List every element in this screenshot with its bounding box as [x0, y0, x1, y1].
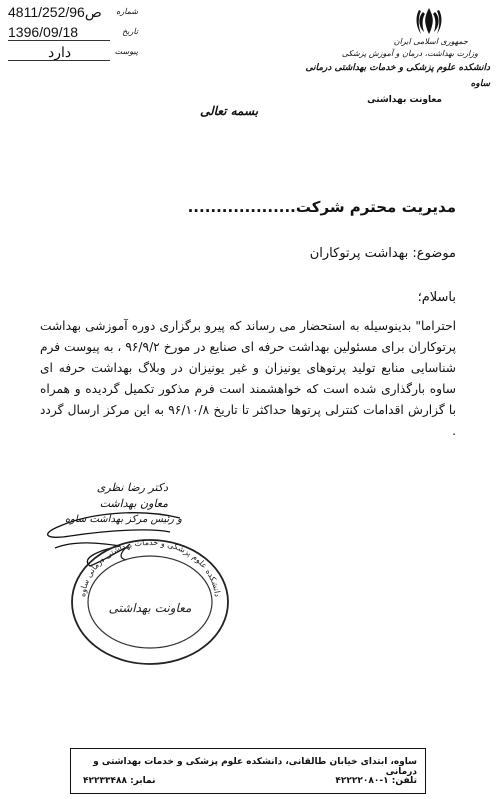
attachment-label: پیوست: [114, 47, 138, 56]
date-label: تاریخ: [122, 27, 138, 36]
greeting: باسلام؛: [417, 290, 456, 305]
ministry-line-3: دانشکده علوم پزشکی و خدمات بهداشتی درمانی ساوه: [305, 63, 490, 89]
basmala: بسمه تعالی: [200, 104, 259, 118]
footer-phone: تلفن: ۱-۴۲۲۲۲۰۸۰: [335, 776, 417, 786]
ministry-header: [290, 36, 490, 108]
ministry-line-4: معاونت بهداشتی: [367, 95, 442, 105]
seal-text: دانشکده علوم پزشکی و خدمات بهداشتی درمانی ساوه: [78, 537, 222, 598]
footer-fax: نمابر: ۴۲۲۳۳۴۸۸: [83, 776, 156, 786]
date-underline: [8, 40, 110, 41]
letter-body: احتراما" بدینوسیله به استحضار می رساند که پیرو برگزاری دوره آموزشی بهداشت پرتوکاران برای مسئولین بهداشت حرفه ای صنایع در مورخ ۹۶/۹/۲ ، به پیوست فرم شناسایی منابع تولید پرتوهای یونیزان و غیر یونیزان در وبلاگ بهداشت حرفه ای ساوه بارگذاری شده است که خواهشمند است فرم مذکور تکمیل گردیده و همراه با گزارش اقدامات کنترلی پرتوها حداکثر تا تاریخ ۹۶/۱۰/۸ به این مرکز ارسال گردد .: [40, 319, 456, 438]
date-value: 1396/09/18: [8, 24, 79, 40]
attachment-underline: [8, 60, 110, 61]
number-value: 4811/252/ص96: [8, 4, 102, 20]
attachment-row: [8, 44, 138, 64]
ministry-line-2: وزارت بهداشت، درمان و آموزش پزشکی: [341, 49, 478, 58]
number-label: شماره: [116, 7, 138, 16]
footer-address: ساوه، ابتدای خیابان طالقانی، دانشکده علوم پزشکی و خدمات بهداشتی و درمانی: [93, 757, 417, 777]
number-row: [8, 4, 138, 24]
official-seal-icon: [65, 530, 235, 670]
attachment-value: دارد: [48, 44, 72, 60]
ministry-line-1: جمهوری اسلامی ایران: [393, 37, 468, 46]
recipient-dots: ...................: [187, 198, 296, 216]
recipient: مدیریت محترم شرکت: [295, 198, 456, 216]
signer-title: معاون بهداشت: [99, 497, 168, 510]
recipient-line: [188, 198, 456, 216]
reference-block: [8, 4, 138, 64]
signer-name: دکتر رضا نظری: [96, 481, 168, 494]
seal-center-text: معاونت بهداشتی: [108, 601, 192, 615]
iran-emblem-icon: [415, 6, 443, 36]
date-row: [8, 24, 138, 44]
footer-box: [70, 748, 426, 794]
signer-title-2: و رئیس مرکز بهداشت ساوه: [64, 514, 182, 525]
subject: موضوع: بهداشت پرتوکاران: [309, 246, 456, 261]
